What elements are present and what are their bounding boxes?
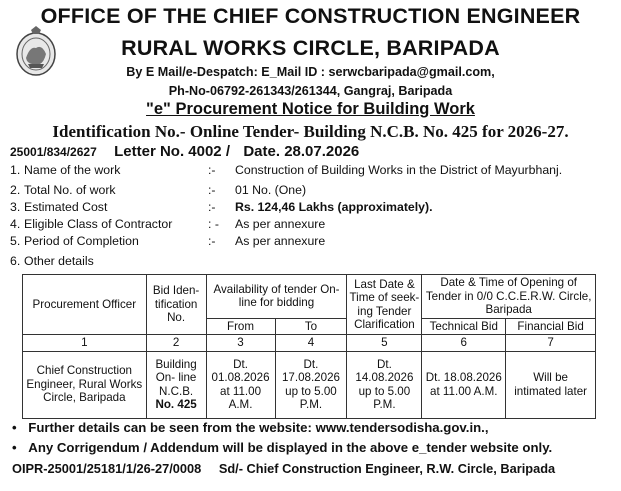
cell-technical-bid: Dt. 18.08.2026 at 11.00 A.M. [422,351,506,418]
office-title: OFFICE OF THE CHIEF CONSTRUCTION ENGINEER [40,4,581,28]
header-last-date: Last Date & Time of seek-ing Tender Clarification [347,275,422,335]
tender-notice: OFFICE OF THE CHIEF CONSTRUCTION ENGINEER RURAL WORKS CIRCLE, BARIPADA By E Mail/e-Despatch: E_Mail ID : serwcbaripada@gmail.com, Ph-No-06792-261343/261344, Gangraj, Baripada "e" Procurement Notice for Building Work Identification No.- Online Tender- Building N.C.B. No. 425 for 2026-27. 25001/834/2627 Letter No. 4002 / Date. 28.07.2026 1. Name of the work :- Construction of Building Works in the District of Mayurbhanj. 2. Total No. of work :- 01 No. (One) 3. Estimated Cost :- Rs. 124,46 Lakhs (approximately). 4. Eligible Class of Contractor : - As per annexure 5. Period of Completion :- As per annexure 6. Other details Procurement Officer Bid Iden-tification No. Availability of tender On-line for bidding Last Date & Time of seek-ing Tender Clarification Date & Time of Opening of Tender in 0/0 C.C.E.R.W. Circle, Baripada From To Technical Bid Financial Bid 1 2 3 4 5 6 7 Chief Construction Engineer, Rural Works Circle, Baripada Building On- line N.C.B. No. 425 Dt. 01.08.2026 at 11.00 A.M. Dt. 17.08.2026 up to 5.00 P.M. Dt. 14.08.2026 up to 5.00 P.M. Dt. 18.08.2026 at 11.00 A.M. Will be intimated later • Further details can be seen from the website: www.tendersodisha.gov.in., • Any Corrigendum / Addendum will be displayed in the above e_tender website only. OIPR-25001/25181/1/26-27/0008 Sd/- Chief Construction Engineer, R.W. Circle, Baripada [0,0,621,491]
table-row [23,351,596,418]
header-technical-bid: Technical Bid [422,318,506,335]
cell-to: Dt. 17.08.2026 up to 5.00 P.M. [275,351,347,418]
header-to: To [275,318,347,335]
header-opening: Date & Time of Opening of Tender in 0/0 C.C.E.R.W. Circle, Baripada [422,275,596,319]
circle-title: RURAL WORKS CIRCLE, BARIPADA [121,36,500,60]
email-line: By E Mail/e-Despatch: E_Mail ID : serwcbaripada@gmail.com, [126,65,495,79]
cell-last-date: Dt. 14.08.2026 up to 5.00 P.M. [347,351,422,418]
phone-line: Ph-No-06792-261343/261344, Gangraj, Baripada [168,84,453,98]
file-number: 25001/834/2627 [10,145,97,159]
website-note: • Further details can be seen from the website: www.tendersodisha.gov.in., [12,420,489,435]
corrigendum-note: • Any Corrigendum / Addendum will be displayed in the above e_tender website only. [12,440,553,455]
cell-financial-bid: Will be intimated later [506,351,596,418]
header-from: From [206,318,275,335]
cell-bid-id: Building On- line N.C.B. No. 425 [146,351,206,418]
reference-line [10,143,359,160]
letter-number: Letter No. 4002 / [114,143,230,160]
notice-title: "e" Procurement Notice for Building Work [146,100,475,118]
header-availability: Availability of tender On-line for bidding [206,275,347,319]
header-bid-id: Bid Iden-tification No. [146,275,206,335]
header-financial-bid: Financial Bid [506,318,596,335]
signature: Sd/- Chief Construction Engineer, R.W. Circle, Baripada [218,461,556,476]
identification-line: Identification No.- Online Tender- Building N.C.B. No. 425 for 2026-27. [52,122,569,141]
header-officer: Procurement Officer [23,275,147,335]
bullet-icon: • [12,420,17,435]
letter-date: Date. 28.07.2026 [243,143,360,160]
oipr-number: OIPR-25001/25181/1/26-27/0008 [12,461,202,476]
bullet-icon: • [12,440,17,455]
column-number-row: 1 2 3 4 5 6 7 [23,335,596,352]
tender-schedule-table [22,274,596,419]
cell-officer: Chief Construction Engineer, Rural Works Circle, Baripada [23,351,147,418]
cell-from: Dt. 01.08.2026 at 11.00 A.M. [206,351,275,418]
footer-signature-line [12,461,555,476]
